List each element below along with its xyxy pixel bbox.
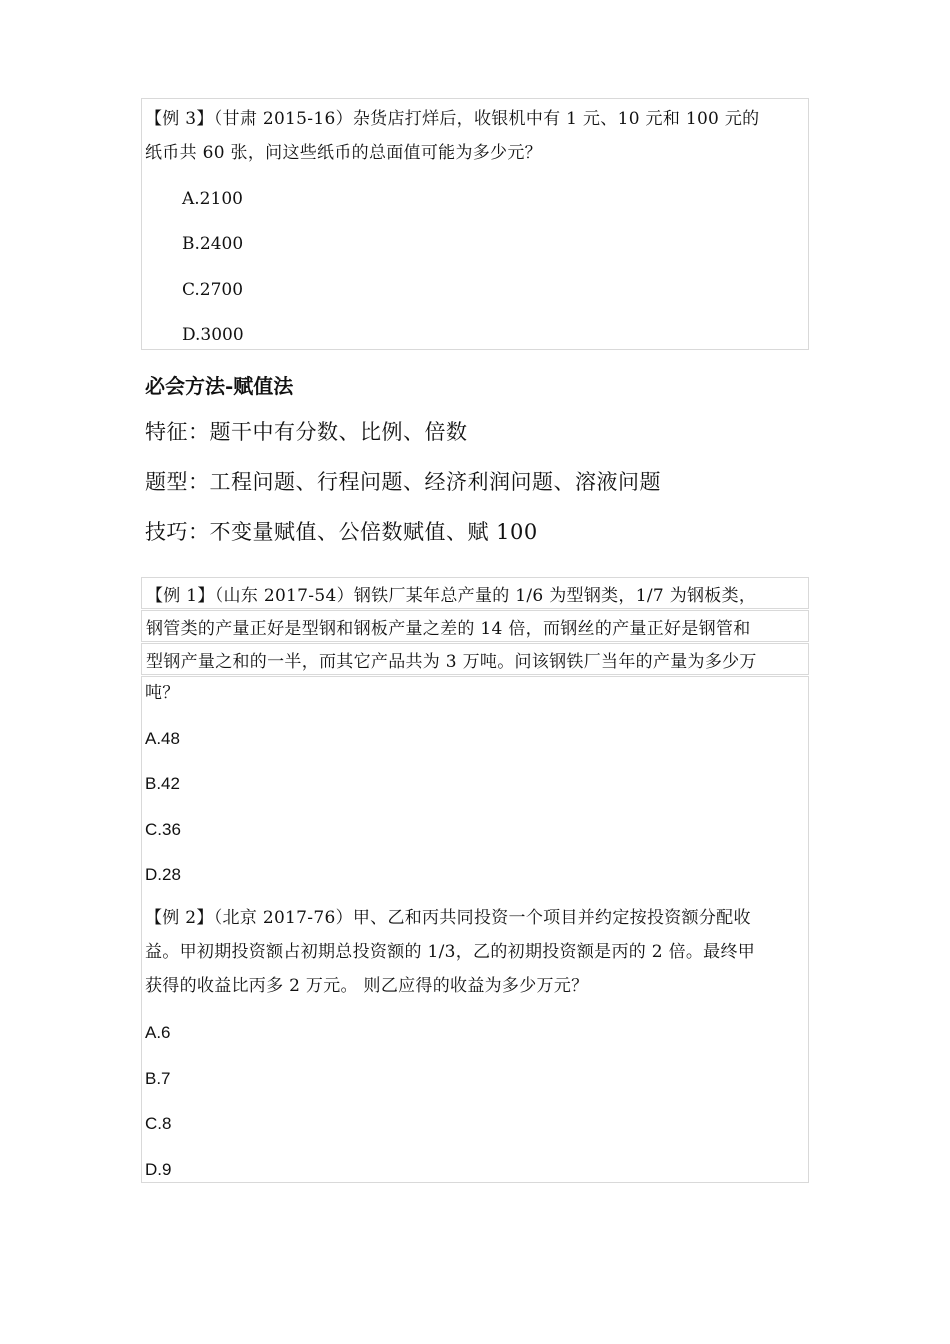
example1-question-line4: 吨？ [145,683,180,703]
example1-option-b: B.42 [145,774,180,793]
example3-question-line1: 【例 3】（甘肃 2015-16）杂货店打烊后，收银机中有 1 元、10 元和 100 元的 [145,109,760,129]
example1-row-2 [141,610,809,642]
example1-option-d: D.28 [145,865,181,884]
example2-option-d: D.9 [145,1160,172,1179]
example1-question-line3: 型钢产量之和的一半，而其它产品共为 3 万吨。问该钢铁厂当年的产量为多少万 [146,652,757,672]
example1-option-c: C.36 [145,820,181,839]
method-feature: 特征：题干中有分数、比例、倍数 [145,420,468,444]
example2-question-line1: 【例 2】（北京 2017-76）甲、乙和丙共同投资一个项目并约定按投资额分配收 [145,908,751,928]
example3-option-a: A.2100 [182,189,243,209]
example2-option-a: A.6 [145,1023,171,1042]
example1-option-a: A.48 [145,729,180,748]
example2-question-line3: 获得的收益比丙多 2 万元。 则乙应得的收益为多少万元？ [145,976,589,996]
example3-question-line2: 纸币共 60 张，问这些纸币的总面值可能为多少元？ [145,143,542,163]
example2-option-c: C.8 [145,1114,172,1133]
example1-question-line1: 【例 1】（山东 2017-54）钢铁厂某年总产量的 1/6 为型钢类，1/7 为钢板类， [146,586,757,606]
method-tips: 技巧：不变量赋值、公倍数赋值、赋 100 [145,520,538,544]
example3-option-c: C.2700 [182,280,244,300]
method-title: 必会方法-赋值法 [145,374,294,398]
example2-question-line2: 益。甲初期投资额占初期总投资额的 1/3，乙的初期投资额是丙的 2 倍。最终甲 [145,942,756,962]
example3-option-b: B.2400 [182,234,244,254]
example1-question-line2: 钢管类的产量正好是型钢和钢板产量之差的 14 倍，而钢丝的产量正好是钢管和 [146,619,751,639]
example1-row-3 [141,643,809,675]
example1-row-1 [141,577,809,609]
method-types: 题型：工程问题、行程问题、经济利润问题、溶液问题 [145,470,661,494]
example2-option-b: B.7 [145,1069,171,1088]
example3-option-d: D.3000 [182,325,244,345]
